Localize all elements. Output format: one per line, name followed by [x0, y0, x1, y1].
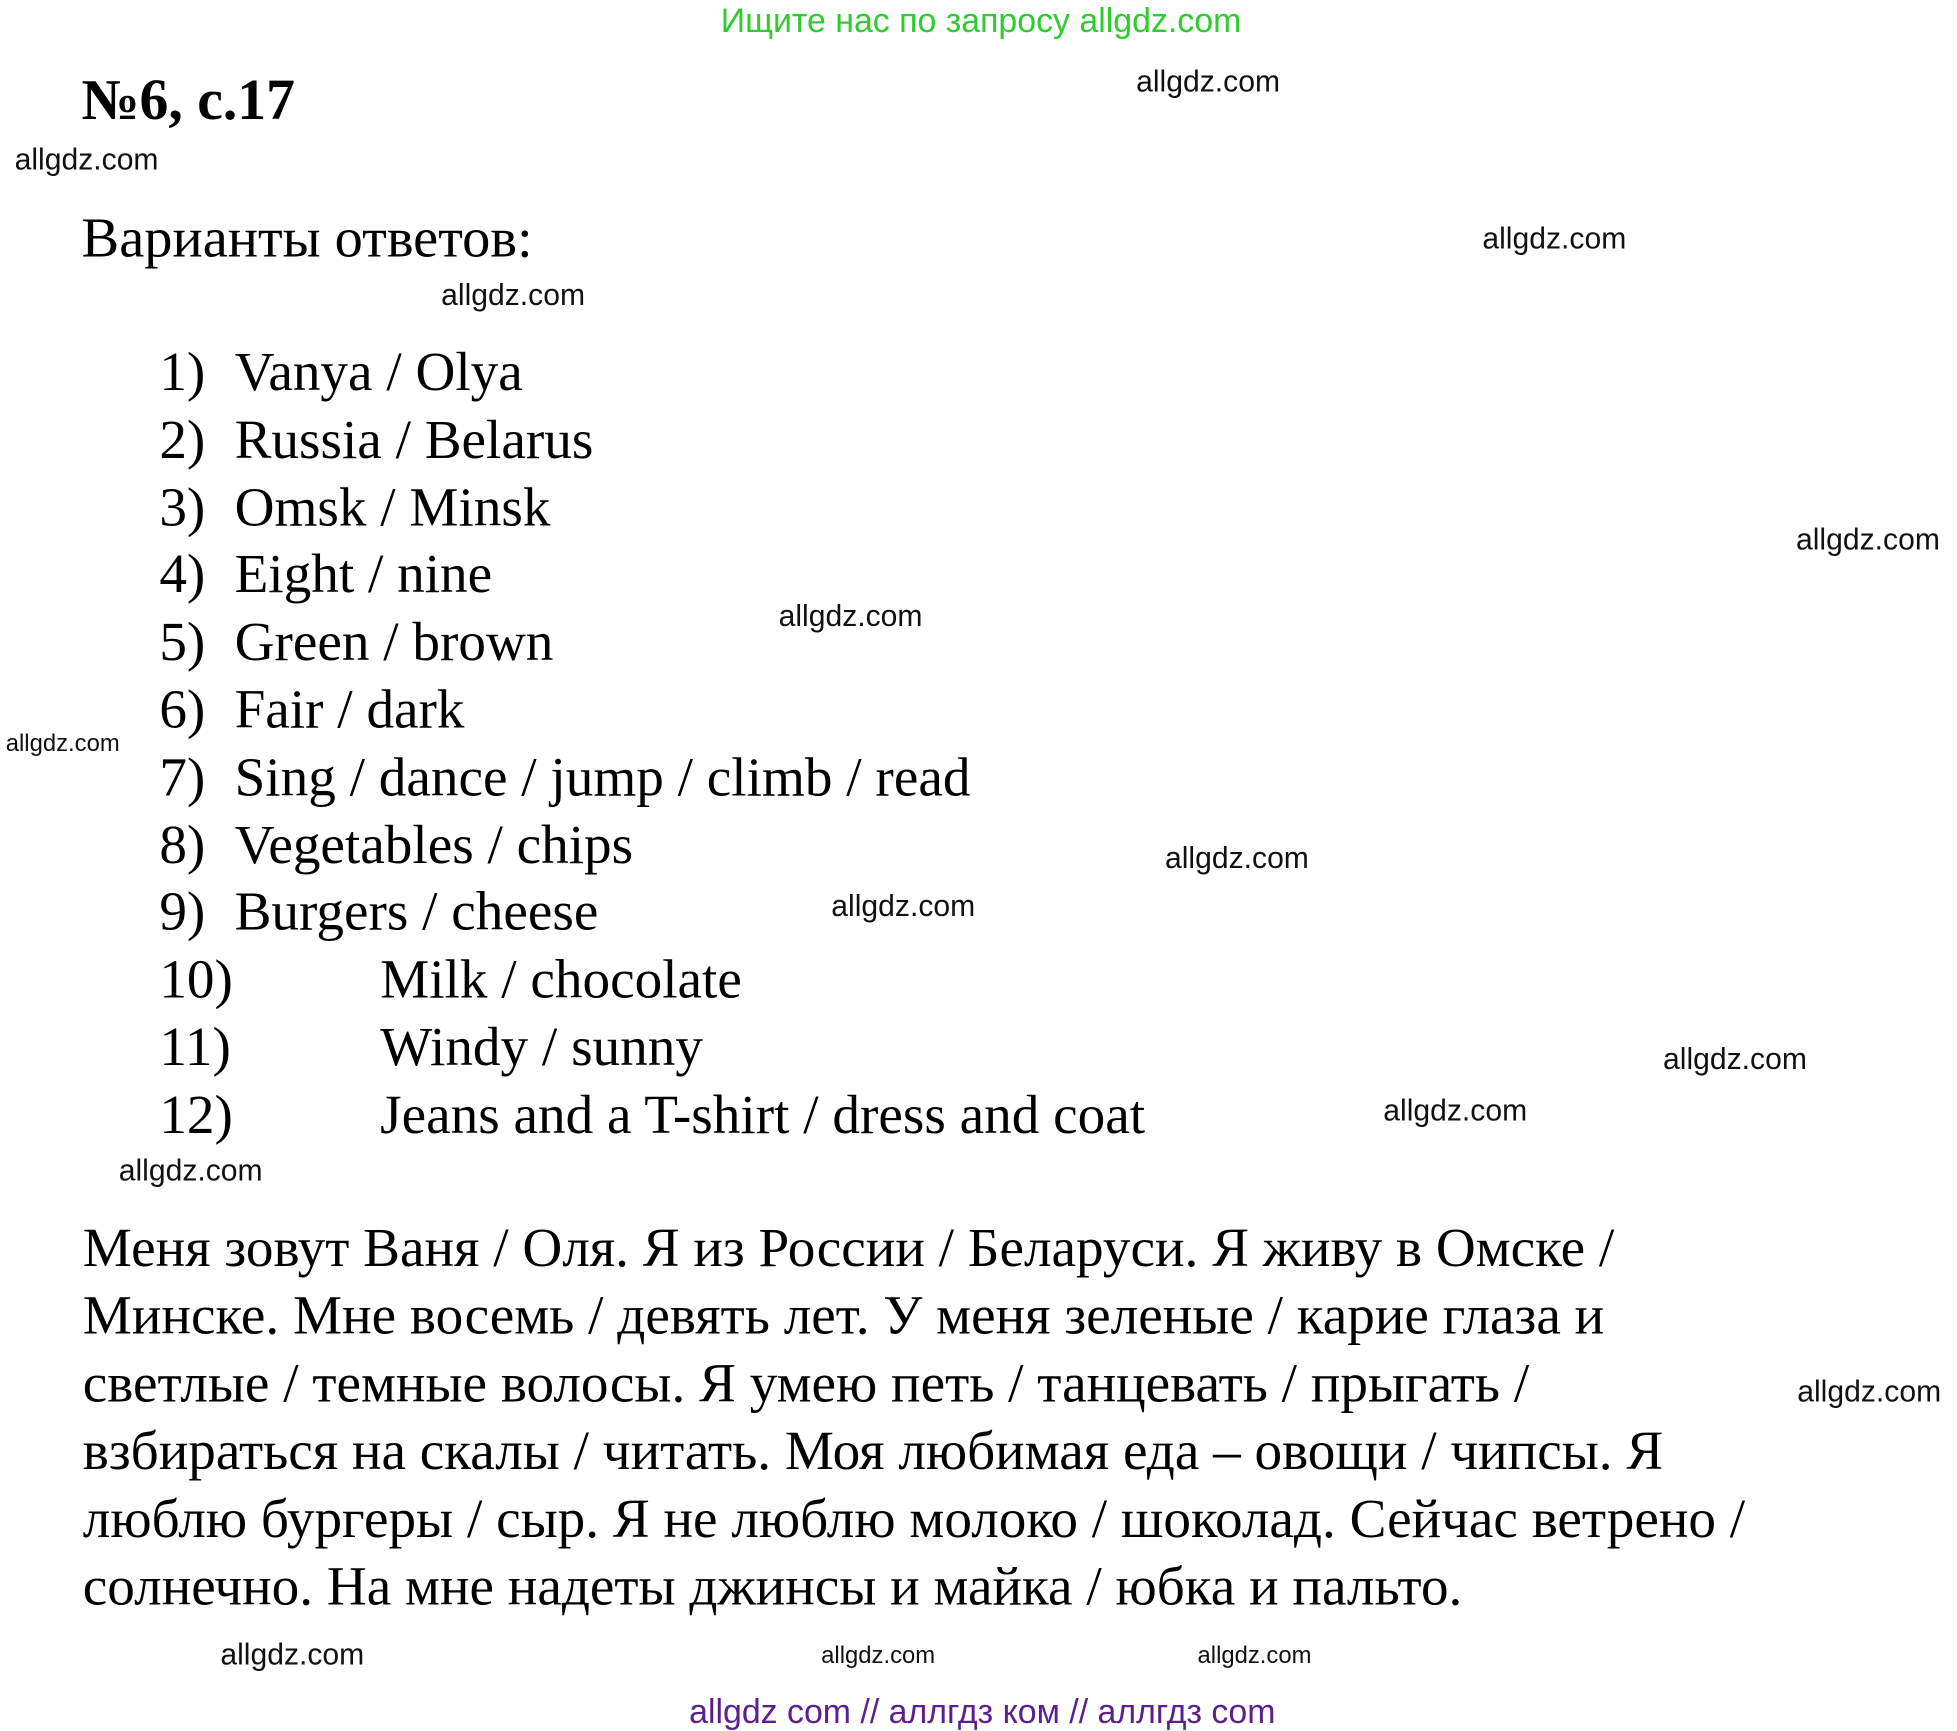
- answers-heading: Варианты ответов:: [81, 206, 533, 270]
- watermark-text: allgdz.com: [1136, 65, 1281, 100]
- watermark-text: allgdz.com: [5, 730, 120, 758]
- watermark-text: allgdz.com: [1795, 523, 1940, 557]
- watermark-text: allgdz.com: [821, 1642, 936, 1670]
- paragraph-line: солнечно. На мне надеты джинсы и майка / юбка и пальто.: [82, 1555, 1463, 1618]
- watermark-text: allgdz.com: [14, 143, 159, 177]
- paragraph-line: люблю бургеры / сыр. Я не люблю молоко / шоколад. Сейчас ветрено /: [82, 1487, 1746, 1550]
- answer-text: Green / brown: [234, 610, 554, 673]
- watermark-text: allgdz.com: [1197, 1642, 1312, 1670]
- answer-number: 8): [159, 814, 206, 876]
- paragraph-line: Минске. Мне восемь / девять лет. У меня зеленые / карие глаза и: [82, 1284, 1605, 1347]
- answer-number: 7): [159, 746, 206, 808]
- answer-text: Sing / dance / jump / climb / read: [234, 746, 971, 808]
- answer-number: 6): [159, 678, 206, 741]
- answer-number: 11): [159, 1016, 231, 1078]
- watermark-text: allgdz.com: [778, 599, 923, 634]
- answer-text: Fair / dark: [234, 678, 465, 741]
- watermark-text: allgdz.com: [1164, 841, 1309, 876]
- watermark-text: allgdz.com: [1383, 1093, 1528, 1128]
- answer-number: 1): [159, 341, 206, 403]
- answer-text: Windy / sunny: [380, 1016, 703, 1078]
- answer-text: Eight / nine: [234, 543, 493, 605]
- answer-number: 9): [159, 880, 206, 943]
- answer-number: 12): [159, 1083, 233, 1146]
- answer-number: 4): [159, 543, 206, 605]
- exercise-title: №6, с.17: [81, 67, 296, 132]
- answer-text: Jeans and a T-shirt / dress and coat: [380, 1083, 1146, 1146]
- answer-text: Vegetables / chips: [234, 814, 634, 876]
- answer-text: Vanya / Olya: [234, 341, 523, 403]
- paragraph-line: Меня зовут Ваня / Оля. Я из России / Беларуси. Я живу в Омске /: [82, 1216, 1615, 1279]
- answer-number: 5): [159, 610, 206, 673]
- watermark-text: allgdz.com: [1482, 222, 1627, 256]
- top-ad-link[interactable]: Ищите нас по запросу allgdz.com: [720, 1, 1242, 40]
- answer-text: Milk / chocolate: [380, 948, 742, 1010]
- watermark-text: allgdz.com: [118, 1154, 263, 1189]
- watermark-text: allgdz.com: [441, 278, 586, 313]
- watermark-text: allgdz.com: [220, 1638, 365, 1673]
- answer-number: 10): [159, 948, 233, 1010]
- watermark-text: allgdz.com: [831, 889, 976, 924]
- answer-text: Omsk / Minsk: [234, 476, 551, 539]
- paragraph-line: светлые / темные волосы. Я умею петь / танцевать / прыгать /: [82, 1352, 1530, 1414]
- watermark-text: allgdz.com: [1797, 1374, 1942, 1409]
- footer-links[interactable]: allgdz com // аллгдз ком // аллгдз com: [689, 1692, 1276, 1731]
- answer-number: 2): [159, 408, 206, 471]
- answer-text: Russia / Belarus: [234, 408, 594, 471]
- paragraph-line: взбираться на скалы / читать. Моя любимая еда – овощи / чипсы. Я: [82, 1420, 1664, 1482]
- watermark-text: allgdz.com: [1663, 1042, 1807, 1077]
- answer-number: 3): [159, 476, 206, 539]
- answer-text: Burgers / cheese: [234, 880, 599, 943]
